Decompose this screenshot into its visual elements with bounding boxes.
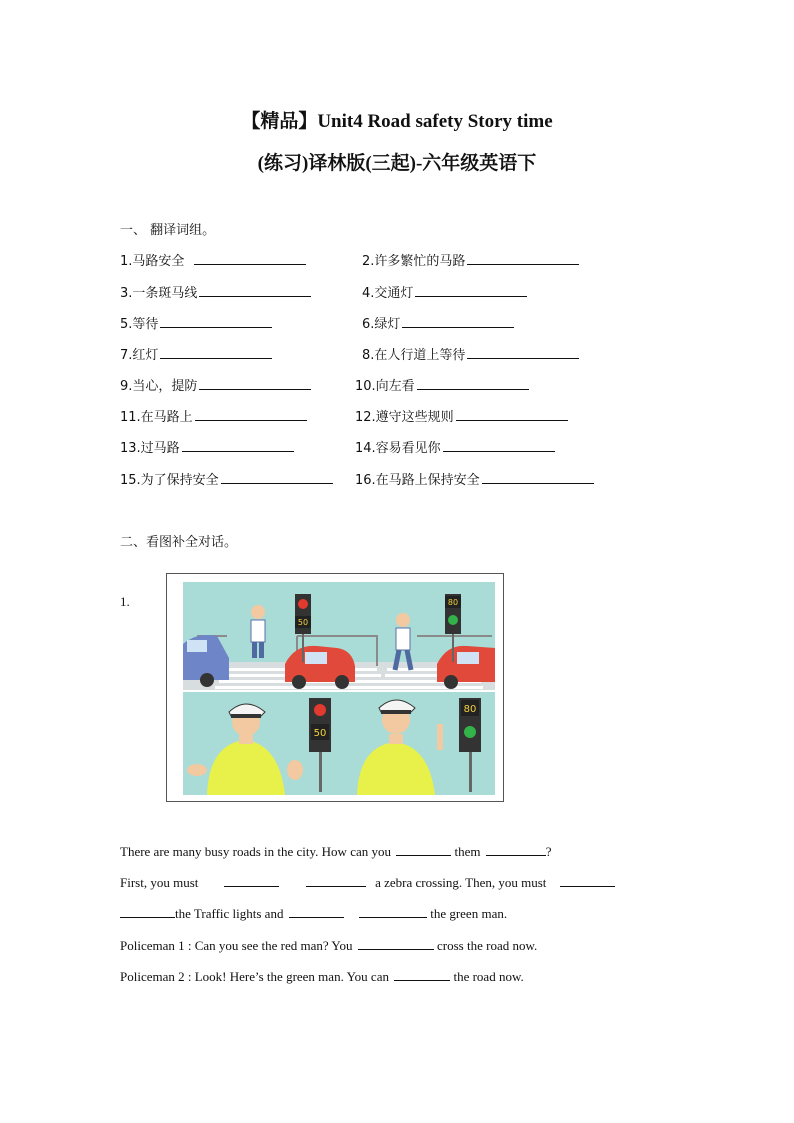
phrase-item: 7.红灯: [120, 344, 272, 363]
dialogue-line-3: the Traffic lights and the green man.: [120, 905, 507, 922]
question-number: 1.: [120, 594, 130, 609]
phrase-item: 12.遵守这些规则: [355, 406, 568, 425]
phrase-item: 6.绿灯: [362, 313, 514, 332]
answer-blank[interactable]: [306, 874, 366, 887]
phrase-item: 2.许多繁忙的马路: [362, 250, 579, 269]
answer-blank[interactable]: [467, 346, 579, 359]
section1-heading: 一、 翻译词组。: [120, 223, 216, 238]
phrase-item: 5.等待: [120, 313, 272, 332]
answer-blank[interactable]: [194, 252, 306, 265]
dialogue-line-5: Policeman 2 : Look! Here’s the green man. You can the road now.: [120, 969, 524, 984]
countdown-label: 80: [447, 598, 459, 607]
countdown-label: 50: [297, 618, 309, 627]
phrase-item: 3.一条斑马线: [120, 282, 311, 301]
answer-blank[interactable]: [486, 843, 546, 856]
answer-blank[interactable]: [402, 315, 514, 328]
answer-blank[interactable]: [199, 284, 311, 297]
dialogue-line-1: There are many busy roads in the city. How can you them ?: [120, 844, 552, 859]
traffic-scene-svg: [167, 574, 503, 801]
page-subtitle: (练习)译林版(三起)-六年级英语下: [257, 153, 537, 174]
answer-blank[interactable]: [160, 346, 272, 359]
page-title: 【精品】Unit4 Road safety Story time: [241, 111, 553, 132]
countdown-label: 50: [313, 728, 327, 739]
answer-blank[interactable]: [443, 439, 555, 452]
phrase-item: 16.在马路上保持安全: [355, 469, 594, 488]
phrase-item: 11.在马路上: [120, 406, 307, 425]
answer-blank[interactable]: [160, 315, 272, 328]
answer-blank[interactable]: [396, 843, 451, 856]
phrase-item: 10.向左看: [355, 375, 529, 394]
phrase-item: 14.容易看见你: [355, 437, 555, 456]
answer-blank[interactable]: [467, 252, 579, 265]
phrase-item: 15.为了保持安全: [120, 469, 333, 488]
answer-blank[interactable]: [224, 874, 279, 887]
section2-heading: 二、看图补全对话。: [120, 535, 238, 550]
phrase-item: 9.当心，提防: [120, 375, 311, 394]
dialogue-line-4: Policeman 1 : Can you see the red man? You cross the road now.: [120, 938, 538, 953]
phrase-item: 4.交通灯: [362, 282, 527, 301]
answer-blank[interactable]: [415, 284, 527, 297]
answer-blank[interactable]: [120, 905, 175, 918]
answer-blank[interactable]: [482, 471, 594, 484]
answer-blank[interactable]: [417, 377, 529, 390]
answer-blank[interactable]: [560, 874, 615, 887]
answer-blank[interactable]: [289, 905, 344, 918]
phrase-item: 8.在人行道上等待: [362, 344, 579, 363]
traffic-illustration: [166, 573, 504, 802]
phrase-item: 1.马路安全: [120, 250, 306, 269]
countdown-label: 80: [463, 704, 477, 715]
answer-blank[interactable]: [182, 439, 294, 452]
phrase-item: 13.过马路: [120, 437, 294, 456]
answer-blank[interactable]: [359, 905, 427, 918]
answer-blank[interactable]: [195, 408, 307, 421]
answer-blank[interactable]: [199, 377, 311, 390]
answer-blank[interactable]: [358, 937, 434, 950]
answer-blank[interactable]: [221, 471, 333, 484]
answer-blank[interactable]: [456, 408, 568, 421]
dialogue-line-2: First, you must a zebra crossing. Then, you must: [120, 874, 615, 891]
answer-blank[interactable]: [394, 968, 450, 981]
